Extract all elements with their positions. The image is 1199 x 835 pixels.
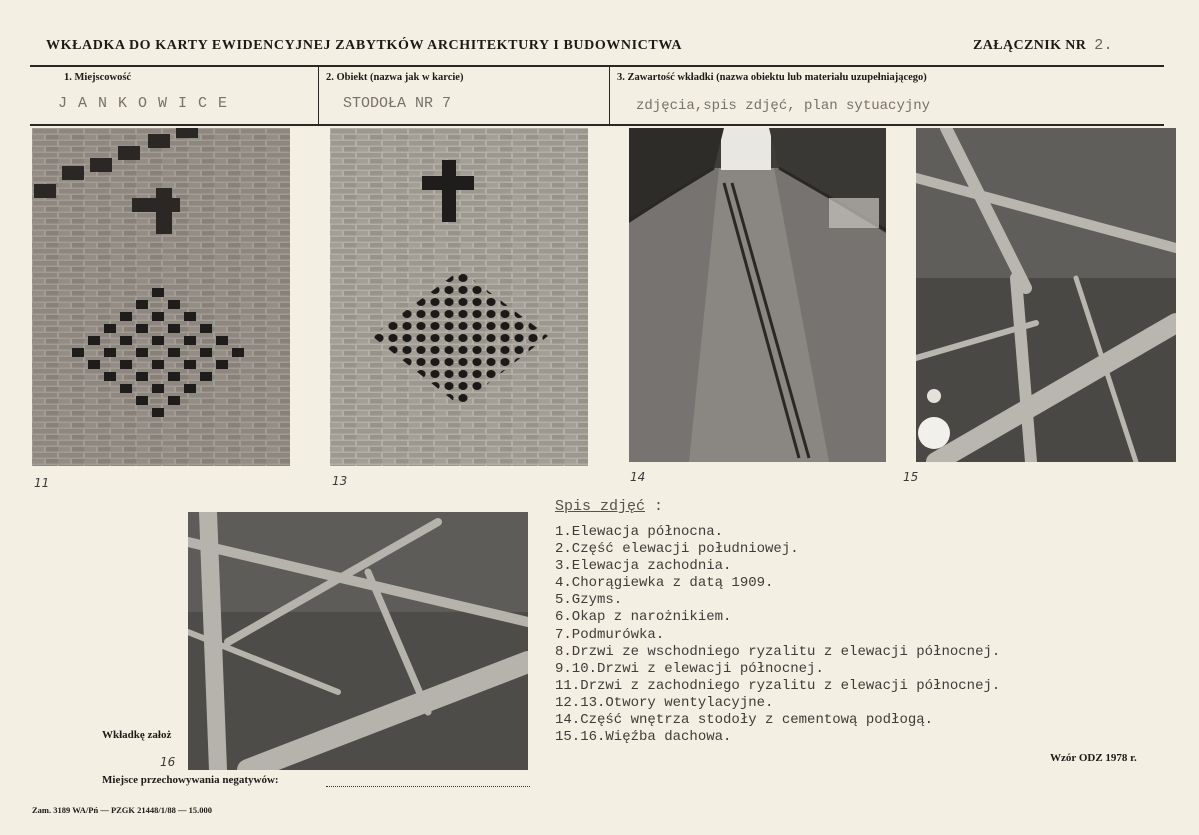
photo-list-title-text: Spis zdjęć — [555, 498, 646, 515]
field-value-contents: zdjęcia,spis zdjęć, plan sytuacyjny — [636, 98, 931, 114]
photo-list-item: 6.Okap z narożnikiem. — [555, 609, 732, 626]
negatives-location-label: Miejsce przechowywania negatywów: — [102, 774, 279, 786]
annex-number: 2. — [1094, 37, 1114, 54]
roof-truss-detail-image — [188, 512, 528, 770]
negatives-location-line[interactable] — [326, 786, 530, 787]
header-rule-top — [30, 65, 1164, 67]
photo-list-item: 14.Część wnętrza stodoły z cementową podłogą. — [555, 712, 934, 729]
annex-label-text: ZAŁĄCZNIK NR — [973, 38, 1087, 53]
photo-number-15: 15 — [903, 470, 919, 484]
field-label-contents: 3. Zawartość wkładki (nazwa obiektu lub materiału uzupełniającego) — [617, 72, 927, 83]
photo-number-13: 13 — [332, 474, 348, 488]
field-label-object: 2. Obiekt (nazwa jak w karcie) — [326, 72, 464, 83]
field-divider-2 — [609, 66, 610, 125]
photo-list-item: 11.Drzwi z zachodniego ryzalitu z elewacji północnej. — [555, 677, 1001, 694]
photo-list-item: 9.10.Drzwi z elewacji północnej. — [555, 660, 824, 677]
annex-label — [973, 37, 1113, 54]
header-rule-bottom — [30, 124, 1164, 126]
photo-list-item: 15.16.Więźba dachowa. — [555, 729, 732, 746]
photo-list-item: 3.Elewacja zachodnia. — [555, 558, 732, 575]
photo-list-item: 1.Elewacja północna. — [555, 524, 724, 540]
field-value-locality: J A N K O W I C E — [58, 95, 229, 112]
photo-16-roof-truss-detail — [188, 512, 528, 770]
photo-list-title-suffix: : — [645, 498, 664, 515]
photo-list-item: 4.Chorągiewka z datą 1909. — [555, 575, 774, 592]
form-model-note: Wzór ODZ 1978 r. — [1050, 752, 1137, 764]
brick-wall-image — [32, 128, 290, 466]
photo-list-item: 8.Drzwi ze wschodniego ryzalitu z elewacji północnej. — [555, 643, 1001, 660]
photo-13-brick-wall — [330, 128, 588, 466]
field-value-object: STODOŁA NR 7 — [343, 95, 452, 112]
print-info: Zam. 3189 WA/Pń — PZGK 21448/1/88 — 15.000 — [32, 805, 213, 815]
field-divider-1 — [318, 66, 319, 125]
photo-number-14: 14 — [630, 470, 646, 484]
created-by-label: Wkładkę założ — [102, 729, 172, 741]
field-label-locality: 1. Miejscowość — [64, 72, 132, 83]
photo-11-brick-wall — [32, 128, 290, 466]
photo-list — [555, 524, 1000, 746]
roof-truss-image — [916, 128, 1176, 462]
photo-list-item: 5.Gzyms. — [555, 592, 623, 609]
document-title: WKŁADKA DO KARTY EWIDENCYJNEJ ZABYTKÓW ARCHITEKTURY I BUDOWNICTWA — [46, 38, 683, 53]
photo-15-roof-truss — [916, 128, 1176, 462]
photo-number-11: 11 — [34, 476, 50, 490]
photo-14-barn-interior — [629, 128, 886, 462]
photo-list-item: 7.Podmurówka. — [555, 626, 665, 643]
photo-list-item: 2.Część elewacji południowej. — [555, 541, 799, 558]
photo-number-16: 16 — [160, 755, 176, 769]
photo-list-item: 12.13.Otwory wentylacyjne. — [555, 694, 774, 711]
barn-interior-image — [629, 128, 886, 462]
photo-list-title — [555, 498, 663, 515]
brick-wall-holes-image — [330, 128, 588, 466]
